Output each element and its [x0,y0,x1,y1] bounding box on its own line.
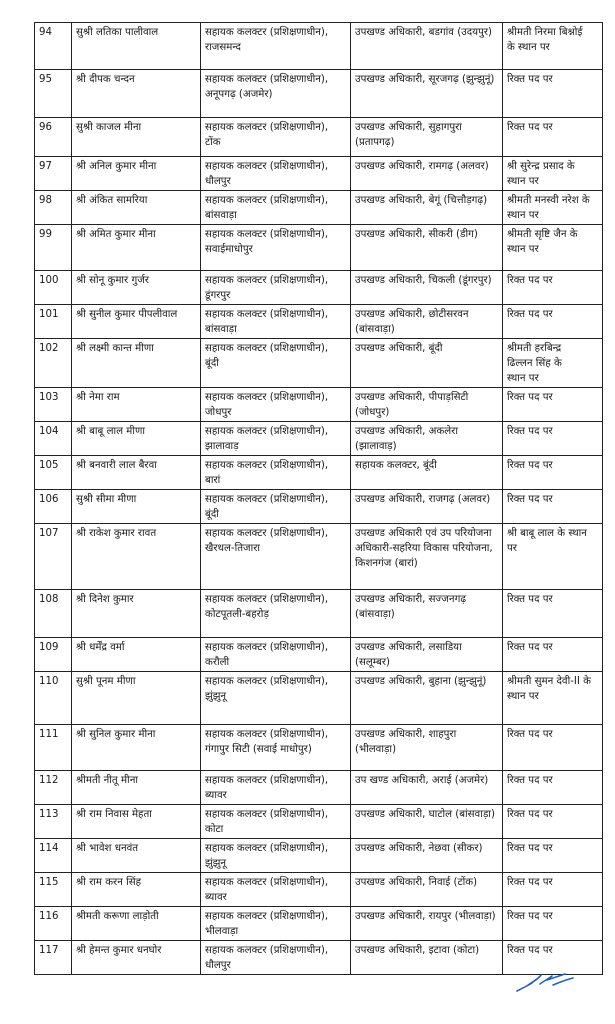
new-post-cell [351,422,503,456]
officer-name-cell: सुश्री सीमा मीणा [72,490,201,524]
officer-name-cell: श्री दिनेश कुमार [72,590,201,638]
current-post-cell-line: सहायक कलक्टर (प्रशिक्षणाधीन), [205,676,329,687]
current-post-cell-line: राजसमन्द [205,42,241,53]
table-row [35,590,603,638]
table-row [35,771,603,805]
current-post-cell-line: सहायक कलक्टर (प्रशिक्षणाधीन), [205,426,329,437]
new-post-cell-line: उपखण्ड अधिकारी, निवाई (टोंक) [355,877,478,888]
new-post-cell [351,490,503,524]
remarks-cell [503,225,603,271]
table-row [35,339,603,388]
new-post-cell [351,941,503,975]
current-post-cell [201,638,351,672]
remarks-cell-line: रिक्त पद पर [507,945,553,956]
current-post-cell [201,590,351,638]
remarks-cell [503,23,603,70]
new-post-cell [351,638,503,672]
transfer-list-table [34,22,603,975]
remarks-cell [503,422,603,456]
new-post-cell [351,271,503,305]
new-post-cell [351,456,503,490]
current-post-cell [201,339,351,388]
current-post-cell-line: सहायक कलक्टर (प्रशिक्षणाधीन), [205,74,329,85]
table-row [35,388,603,422]
remarks-cell-line: रिक्त पद पर [507,426,553,437]
table-row [35,490,603,524]
officer-name-cell: श्री अंकित सामरिया [72,191,201,225]
remarks-cell-line: रिक्त पद पर [507,275,553,286]
table-row [35,805,603,839]
serial-number-cell: 100 [35,271,72,305]
current-post-cell-line: सहायक कलक्टर (प्रशिक्षणाधीन), [205,642,329,653]
new-post-cell [351,873,503,907]
serial-number-cell: 115 [35,873,72,907]
remarks-cell-line: रिक्त पद पर [507,809,553,820]
new-post-cell-line: (सलूम्बर) [355,657,391,668]
remarks-cell [503,590,603,638]
serial-number-cell: 99 [35,225,72,271]
serial-number-cell: 105 [35,456,72,490]
signature-mark [513,970,577,996]
current-post-cell-line: बांसवाड़ा [205,210,237,221]
new-post-cell [351,839,503,873]
table-row [35,638,603,672]
current-post-cell [201,305,351,339]
new-post-cell-line: उपखण्ड अधिकारी, छोटीसरवन [355,309,469,320]
table-row [35,191,603,225]
remarks-cell-line: श्री सुरेन्द्र प्रसाद के [507,161,575,172]
table-row [35,907,603,941]
current-post-cell-line: धौलपुर [205,176,231,187]
current-post-cell [201,23,351,70]
remarks-cell-line: रिक्त पद पर [507,594,553,605]
officer-name-cell: श्री अमित कुमार मीना [72,225,201,271]
remarks-cell-line: रिक्त पद पर [507,122,553,133]
remarks-cell-line: स्थान पर [507,210,539,221]
remarks-cell-line: श्रीमती सृष्टि जैन के [507,229,578,240]
current-post-cell-line: सहायक कलक्टर (प्रशिक्षणाधीन), [205,392,329,403]
officer-name-cell: श्री धर्मेंद्र वर्मा [72,638,201,672]
current-post-cell [201,873,351,907]
new-post-cell-line: उपखण्ड अधिकारी, नेछवा (सीकर) [355,843,483,854]
new-post-cell-line: उपखण्ड अधिकारी, बूंदी [355,343,443,354]
officer-name-cell: श्री नेमा राम [72,388,201,422]
new-post-cell-line: उपखण्ड अधिकारी, पीपाड़सिटी [355,392,469,403]
remarks-cell-line: रिक्त पद पर [507,309,553,320]
serial-number-cell: 114 [35,839,72,873]
remarks-cell-line: रिक्त पद पर [507,460,553,471]
new-post-cell-line: उपखण्ड अधिकारी एवं उप परियोजना [355,528,492,539]
officer-name-cell: श्री लक्ष्मी कान्त मीणा [72,339,201,388]
current-post-cell [201,672,351,725]
serial-number-cell: 110 [35,672,72,725]
table-row [35,225,603,271]
new-post-cell-line: उपखण्ड अधिकारी, सज्जनगढ़ [355,594,467,605]
serial-number-cell: 95 [35,70,72,118]
remarks-cell-line: पर [507,543,517,554]
table-row [35,271,603,305]
current-post-cell [201,422,351,456]
remarks-cell [503,873,603,907]
new-post-cell-line: सहायक कलक्टर, बूंदी [355,460,437,471]
new-post-cell-line: उपखण्ड अधिकारी, बुहाना (झुन्झुनूं) [355,676,487,687]
serial-number-cell: 117 [35,941,72,975]
remarks-cell [503,388,603,422]
table-row [35,725,603,771]
current-post-cell-line: ब्यावर [205,790,227,801]
new-post-cell-line: उपखण्ड अधिकारी, सुहागपुरा [355,122,462,133]
new-post-cell-line: उपखण्ड अधिकारी, इटावा (कोटा) [355,945,480,956]
table-row [35,672,603,725]
serial-number-cell: 109 [35,638,72,672]
new-post-cell-line: उपखण्ड अधिकारी, घाटोल (बांसवाड़ा) [355,809,495,820]
new-post-cell-line: (झालावाड़) [355,441,397,452]
serial-number-cell: 112 [35,771,72,805]
current-post-cell-line: सहायक कलक्टर (प्रशिक्षणाधीन), [205,945,329,956]
remarks-cell-line: श्रीमती मनस्वी नरेश के [507,195,590,206]
serial-number-cell: 108 [35,590,72,638]
new-post-cell [351,907,503,941]
remarks-cell [503,524,603,590]
officer-name-cell: श्रीमती नीतू मीना [72,771,201,805]
officer-name-cell: श्री अनिल कुमार मीना [72,157,201,191]
officer-name-cell: सुश्री पूनम मीणा [72,672,201,725]
current-post-cell [201,388,351,422]
current-post-cell [201,839,351,873]
current-post-cell-line: करौली [205,657,230,668]
current-post-cell-line: सहायक कलक्टर (प्रशिक्षणाधीन), [205,911,329,922]
current-post-cell-line: सहायक कलक्टर (प्रशिक्षणाधीन), [205,494,329,505]
current-post-cell-line: अनूपगढ़ (अजमेर) [205,89,273,100]
new-post-cell [351,590,503,638]
remarks-cell [503,271,603,305]
remarks-cell [503,339,603,388]
serial-number-cell: 104 [35,422,72,456]
current-post-cell-line: भीलवाड़ा [205,926,239,937]
remarks-cell-line: श्रीमती हरबिन्द्र [507,343,562,354]
remarks-cell-line: रिक्त पद पर [507,392,553,403]
current-post-cell [201,524,351,590]
remarks-cell-line: स्थान पर [507,373,539,384]
table-row [35,305,603,339]
new-post-cell-line: उप खण्ड अधिकारी, अराई (अजमेर) [355,775,489,786]
remarks-cell [503,490,603,524]
remarks-cell-line: रिक्त पद पर [507,642,553,653]
current-post-cell-line: झालावाड़ [205,441,239,452]
serial-number-cell: 111 [35,725,72,771]
new-post-cell-line: उपखण्ड अधिकारी, रायपुर (भीलवाड़ा) [355,911,496,922]
serial-number-cell: 116 [35,907,72,941]
new-post-cell-line: (भीलवाड़ा) [355,744,397,755]
new-post-cell [351,339,503,388]
current-post-cell-line: सहायक कलक्टर (प्रशिक्षणाधीन), [205,343,329,354]
current-post-cell [201,907,351,941]
new-post-cell-line: किशनगंज (बारां) [355,558,418,569]
new-post-cell [351,805,503,839]
new-post-cell [351,672,503,725]
new-post-cell [351,225,503,271]
officer-name-cell: श्रीमती करूणा लाड़ोती [72,907,201,941]
current-post-cell-line: झुंझुनू [205,691,227,702]
new-post-cell [351,23,503,70]
remarks-cell [503,456,603,490]
current-post-cell-line: सहायक कलक्टर (प्रशिक्षणाधीन), [205,809,329,820]
remarks-cell-line: रिक्त पद पर [507,775,553,786]
remarks-cell [503,157,603,191]
new-post-cell [351,191,503,225]
remarks-cell-line: स्थान पर [507,244,539,255]
new-post-cell-line: (जोधपुर) [355,407,390,418]
officer-name-cell: श्री सुनिल कुमार मीना [72,725,201,771]
new-post-cell-line: उपखण्ड अधिकारी, अकलेरा [355,426,458,437]
current-post-cell-line: सहायक कलक्टर (प्रशिक्षणाधीन), [205,729,329,740]
new-post-cell [351,305,503,339]
current-post-cell-line: सवाईमाधोपुर [205,244,253,255]
current-post-cell-line: ब्यावर [205,892,227,903]
current-post-cell-line: सहायक कलक्टर (प्रशिक्षणाधीन), [205,843,329,854]
serial-number-cell: 106 [35,490,72,524]
current-post-cell [201,225,351,271]
serial-number-cell: 98 [35,191,72,225]
current-post-cell-line: बांसवाड़ा [205,324,237,335]
officer-name-cell: श्री सुनील कुमार पीपलीवाल [72,305,201,339]
current-post-cell-line: सहायक कलक्टर (प्रशिक्षणाधीन), [205,594,329,605]
current-post-cell-line: जोधपुर [205,407,232,418]
remarks-cell [503,638,603,672]
current-post-cell-line: कोटा [205,824,224,835]
current-post-cell-line: बूंदी [205,358,219,369]
current-post-cell [201,805,351,839]
current-post-cell-line: कोटपूतली-बहरोड़ [205,609,269,620]
officer-name-cell: श्री बनवारी लाल बैरवा [72,456,201,490]
current-post-cell-line: सहायक कलक्टर (प्रशिक्षणाधीन), [205,275,329,286]
new-post-cell [351,725,503,771]
remarks-cell-line: रिक्त पद पर [507,911,553,922]
new-post-cell-line: उपखण्ड अधिकारी, सीकरी (डीग) [355,229,478,240]
officer-name-cell: श्री राकेश कुमार रावत [72,524,201,590]
remarks-cell-line: रिक्त पद पर [507,494,553,505]
remarks-cell-line: स्थान पर [507,176,539,187]
serial-number-cell: 96 [35,118,72,157]
serial-number-cell: 102 [35,339,72,388]
new-post-cell-line: उपखण्ड अधिकारी, लसाडिया [355,642,462,653]
officer-name-cell: श्री दीपक चन्दन [72,70,201,118]
remarks-cell-line: श्री बाबू लाल के स्थान [507,528,587,539]
table-row [35,839,603,873]
remarks-cell [503,70,603,118]
new-post-cell-line: (प्रतापगढ़) [355,137,395,148]
new-post-cell-line: उपखण्ड अधिकारी, बेगूं (चित्तौड़गढ़) [355,195,488,206]
table-row [35,118,603,157]
new-post-cell [351,118,503,157]
table-row [35,456,603,490]
remarks-cell [503,805,603,839]
remarks-cell-line: रिक्त पद पर [507,877,553,888]
current-post-cell [201,456,351,490]
remarks-cell [503,305,603,339]
current-post-cell [201,271,351,305]
current-post-cell-line: सहायक कलक्टर (प्रशिक्षणाधीन), [205,309,329,320]
new-post-cell-line: उपखण्ड अधिकारी, रामगढ़ (अलवर) [355,161,489,172]
new-post-cell-line: उपखण्ड अधिकारी, सूरजगढ़ (झुन्झुनूं) [355,74,495,85]
transfer-list-body [35,23,603,975]
current-post-cell-line: सहायक कलक्टर (प्रशिक्षणाधीन), [205,528,329,539]
new-post-cell [351,157,503,191]
officer-name-cell: श्री भावेश धनवंत [72,839,201,873]
current-post-cell-line: बारां [205,475,221,486]
table-row [35,524,603,590]
officer-name-cell: श्री हेमन्त कुमार धनघोर [72,941,201,975]
serial-number-cell: 97 [35,157,72,191]
officer-name-cell: श्री राम निवास मेहता [72,805,201,839]
new-post-cell [351,388,503,422]
current-post-cell-line: सहायक कलक्टर (प्रशिक्षणाधीन), [205,161,329,172]
new-post-cell-line: (बांसवाड़ा) [355,609,395,620]
remarks-cell-line: रिक्त पद पर [507,729,553,740]
current-post-cell [201,771,351,805]
new-post-cell-line: (बांसवाड़ा) [355,324,395,335]
remarks-cell [503,839,603,873]
remarks-cell-line: स्थान पर [507,691,539,702]
current-post-cell-line: सहायक कलक्टर (प्रशिक्षणाधीन), [205,877,329,888]
current-post-cell-line: सहायक कलक्टर (प्रशिक्षणाधीन), [205,229,329,240]
current-post-cell-line: डूंगरपुर [205,290,231,301]
current-post-cell-line: सहायक कलक्टर (प्रशिक्षणाधीन), [205,27,329,38]
serial-number-cell: 113 [35,805,72,839]
remarks-cell [503,191,603,225]
table-row [35,70,603,118]
remarks-cell [503,672,603,725]
remarks-cell-line: ढिल्लन सिंह के [507,358,562,369]
table-row [35,157,603,191]
current-post-cell-line: सहायक कलक्टर (प्रशिक्षणाधीन), [205,122,329,133]
remarks-cell [503,725,603,771]
current-post-cell-line: सहायक कलक्टर (प्रशिक्षणाधीन), [205,460,329,471]
current-post-cell-line: खैरथल-तिजारा [205,543,261,554]
new-post-cell-line: अधिकारी-सहरिया विकास परियोजना, [355,543,493,554]
officer-name-cell: सुश्री लतिका पालीवाल [72,23,201,70]
current-post-cell-line: सहायक कलक्टर (प्रशिक्षणाधीन), [205,775,329,786]
new-post-cell-line: उपखण्ड अधिकारी, चिकली (डूंगरपुर) [355,275,492,286]
table-row [35,873,603,907]
remarks-cell-line: के स्थान पर [507,42,550,53]
remarks-cell [503,118,603,157]
officer-name-cell: श्री सोनू कुमार गुर्जर [72,271,201,305]
officer-name-cell: श्री बाबू लाल मीणा [72,422,201,456]
current-post-cell [201,941,351,975]
current-post-cell [201,490,351,524]
table-row [35,422,603,456]
officer-name-cell: सुश्री काजल मीना [72,118,201,157]
table-row [35,23,603,70]
remarks-cell-line: रिक्त पद पर [507,843,553,854]
new-post-cell [351,524,503,590]
current-post-cell-line: धौलपुर [205,960,231,971]
new-post-cell-line: उपखण्ड अधिकारी, बडगांव (उदयपुर) [355,27,493,38]
serial-number-cell: 101 [35,305,72,339]
officer-name-cell: श्री राम करन सिंह [72,873,201,907]
current-post-cell-line: टोंक [205,137,221,148]
current-post-cell-line: बूंदी [205,509,219,520]
serial-number-cell: 107 [35,524,72,590]
serial-number-cell: 94 [35,23,72,70]
current-post-cell [201,70,351,118]
new-post-cell [351,771,503,805]
remarks-cell [503,771,603,805]
current-post-cell-line: सहायक कलक्टर (प्रशिक्षणाधीन), [205,195,329,206]
serial-number-cell: 103 [35,388,72,422]
new-post-cell-line: उपखण्ड अधिकारी, शाहपुरा [355,729,457,740]
current-post-cell [201,118,351,157]
new-post-cell-line: उपखण्ड अधिकारी, राजगढ़ (अलवर) [355,494,491,505]
remarks-cell [503,907,603,941]
current-post-cell [201,725,351,771]
remarks-cell-line: श्रीमती निरमा बिश्नोई [507,27,583,38]
current-post-cell-line: झुंझुनू [205,858,227,869]
new-post-cell [351,70,503,118]
current-post-cell-line: गंगापुर सिटी (सवाई माधोपुर) [205,744,312,755]
current-post-cell [201,191,351,225]
remarks-cell-line: श्रीमती सुमन देवी-II के [507,676,591,687]
current-post-cell [201,157,351,191]
remarks-cell-line: रिक्त पद पर [507,74,553,85]
